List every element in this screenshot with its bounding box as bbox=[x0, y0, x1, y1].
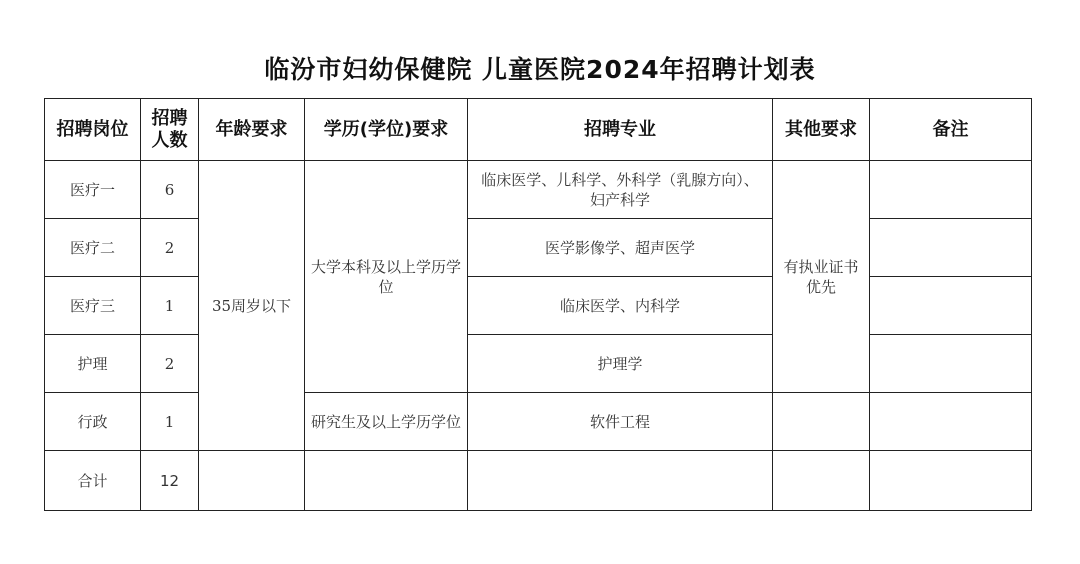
header-age: 年龄要求 bbox=[199, 99, 305, 161]
major-cell: 临床医学、内科学 bbox=[468, 277, 773, 335]
page-title: 临汾市妇幼保健院 儿童医院2024年招聘计划表 bbox=[264, 55, 816, 84]
remarks-cell bbox=[870, 335, 1032, 393]
header-count: 招聘人数 bbox=[141, 99, 199, 161]
major-cell: 软件工程 bbox=[468, 393, 773, 451]
count-cell: 6 bbox=[141, 161, 199, 219]
count-cell: 2 bbox=[141, 335, 199, 393]
total-row bbox=[45, 451, 1032, 511]
table-row bbox=[45, 393, 1032, 451]
major-cell: 临床医学、儿科学、外科学（乳腺方向）、妇产科学 bbox=[468, 161, 773, 219]
empty-cell bbox=[870, 451, 1032, 511]
empty-cell bbox=[468, 451, 773, 511]
education-bachelor-cell: 大学本科及以上学历学位 bbox=[305, 161, 468, 393]
position-cell: 医疗二 bbox=[45, 219, 141, 277]
header-major: 招聘专业 bbox=[468, 99, 773, 161]
header-remarks: 备注 bbox=[870, 99, 1032, 161]
empty-cell bbox=[773, 451, 870, 511]
position-cell: 行政 bbox=[45, 393, 141, 451]
header-education: 学历(学位)要求 bbox=[305, 99, 468, 161]
header-position: 招聘岗位 bbox=[45, 99, 141, 161]
position-cell: 医疗一 bbox=[45, 161, 141, 219]
table-row bbox=[45, 161, 1032, 219]
count-cell: 1 bbox=[141, 277, 199, 335]
empty-cell bbox=[199, 451, 305, 511]
remarks-cell bbox=[870, 219, 1032, 277]
table-row bbox=[45, 219, 1032, 277]
position-cell: 医疗三 bbox=[45, 277, 141, 335]
education-graduate-cell: 研究生及以上学历学位 bbox=[305, 393, 468, 451]
total-count: 12 bbox=[141, 451, 199, 511]
table-row bbox=[45, 277, 1032, 335]
remarks-cell bbox=[870, 277, 1032, 335]
empty-cell bbox=[305, 451, 468, 511]
header-other: 其他要求 bbox=[773, 99, 870, 161]
total-label: 合计 bbox=[45, 451, 141, 511]
recruitment-plan-table bbox=[44, 98, 1032, 511]
count-cell: 2 bbox=[141, 219, 199, 277]
position-cell: 护理 bbox=[45, 335, 141, 393]
header-row bbox=[45, 99, 1032, 161]
remarks-cell bbox=[870, 393, 1032, 451]
count-cell: 1 bbox=[141, 393, 199, 451]
major-cell: 医学影像学、超声医学 bbox=[468, 219, 773, 277]
major-cell: 护理学 bbox=[468, 335, 773, 393]
other-requirement-cell: 有执业证书优先 bbox=[773, 161, 870, 393]
age-requirement-cell: 35周岁以下 bbox=[199, 161, 305, 451]
remarks-cell bbox=[870, 161, 1032, 219]
other-requirement-empty-cell bbox=[773, 393, 870, 451]
table-row bbox=[45, 335, 1032, 393]
